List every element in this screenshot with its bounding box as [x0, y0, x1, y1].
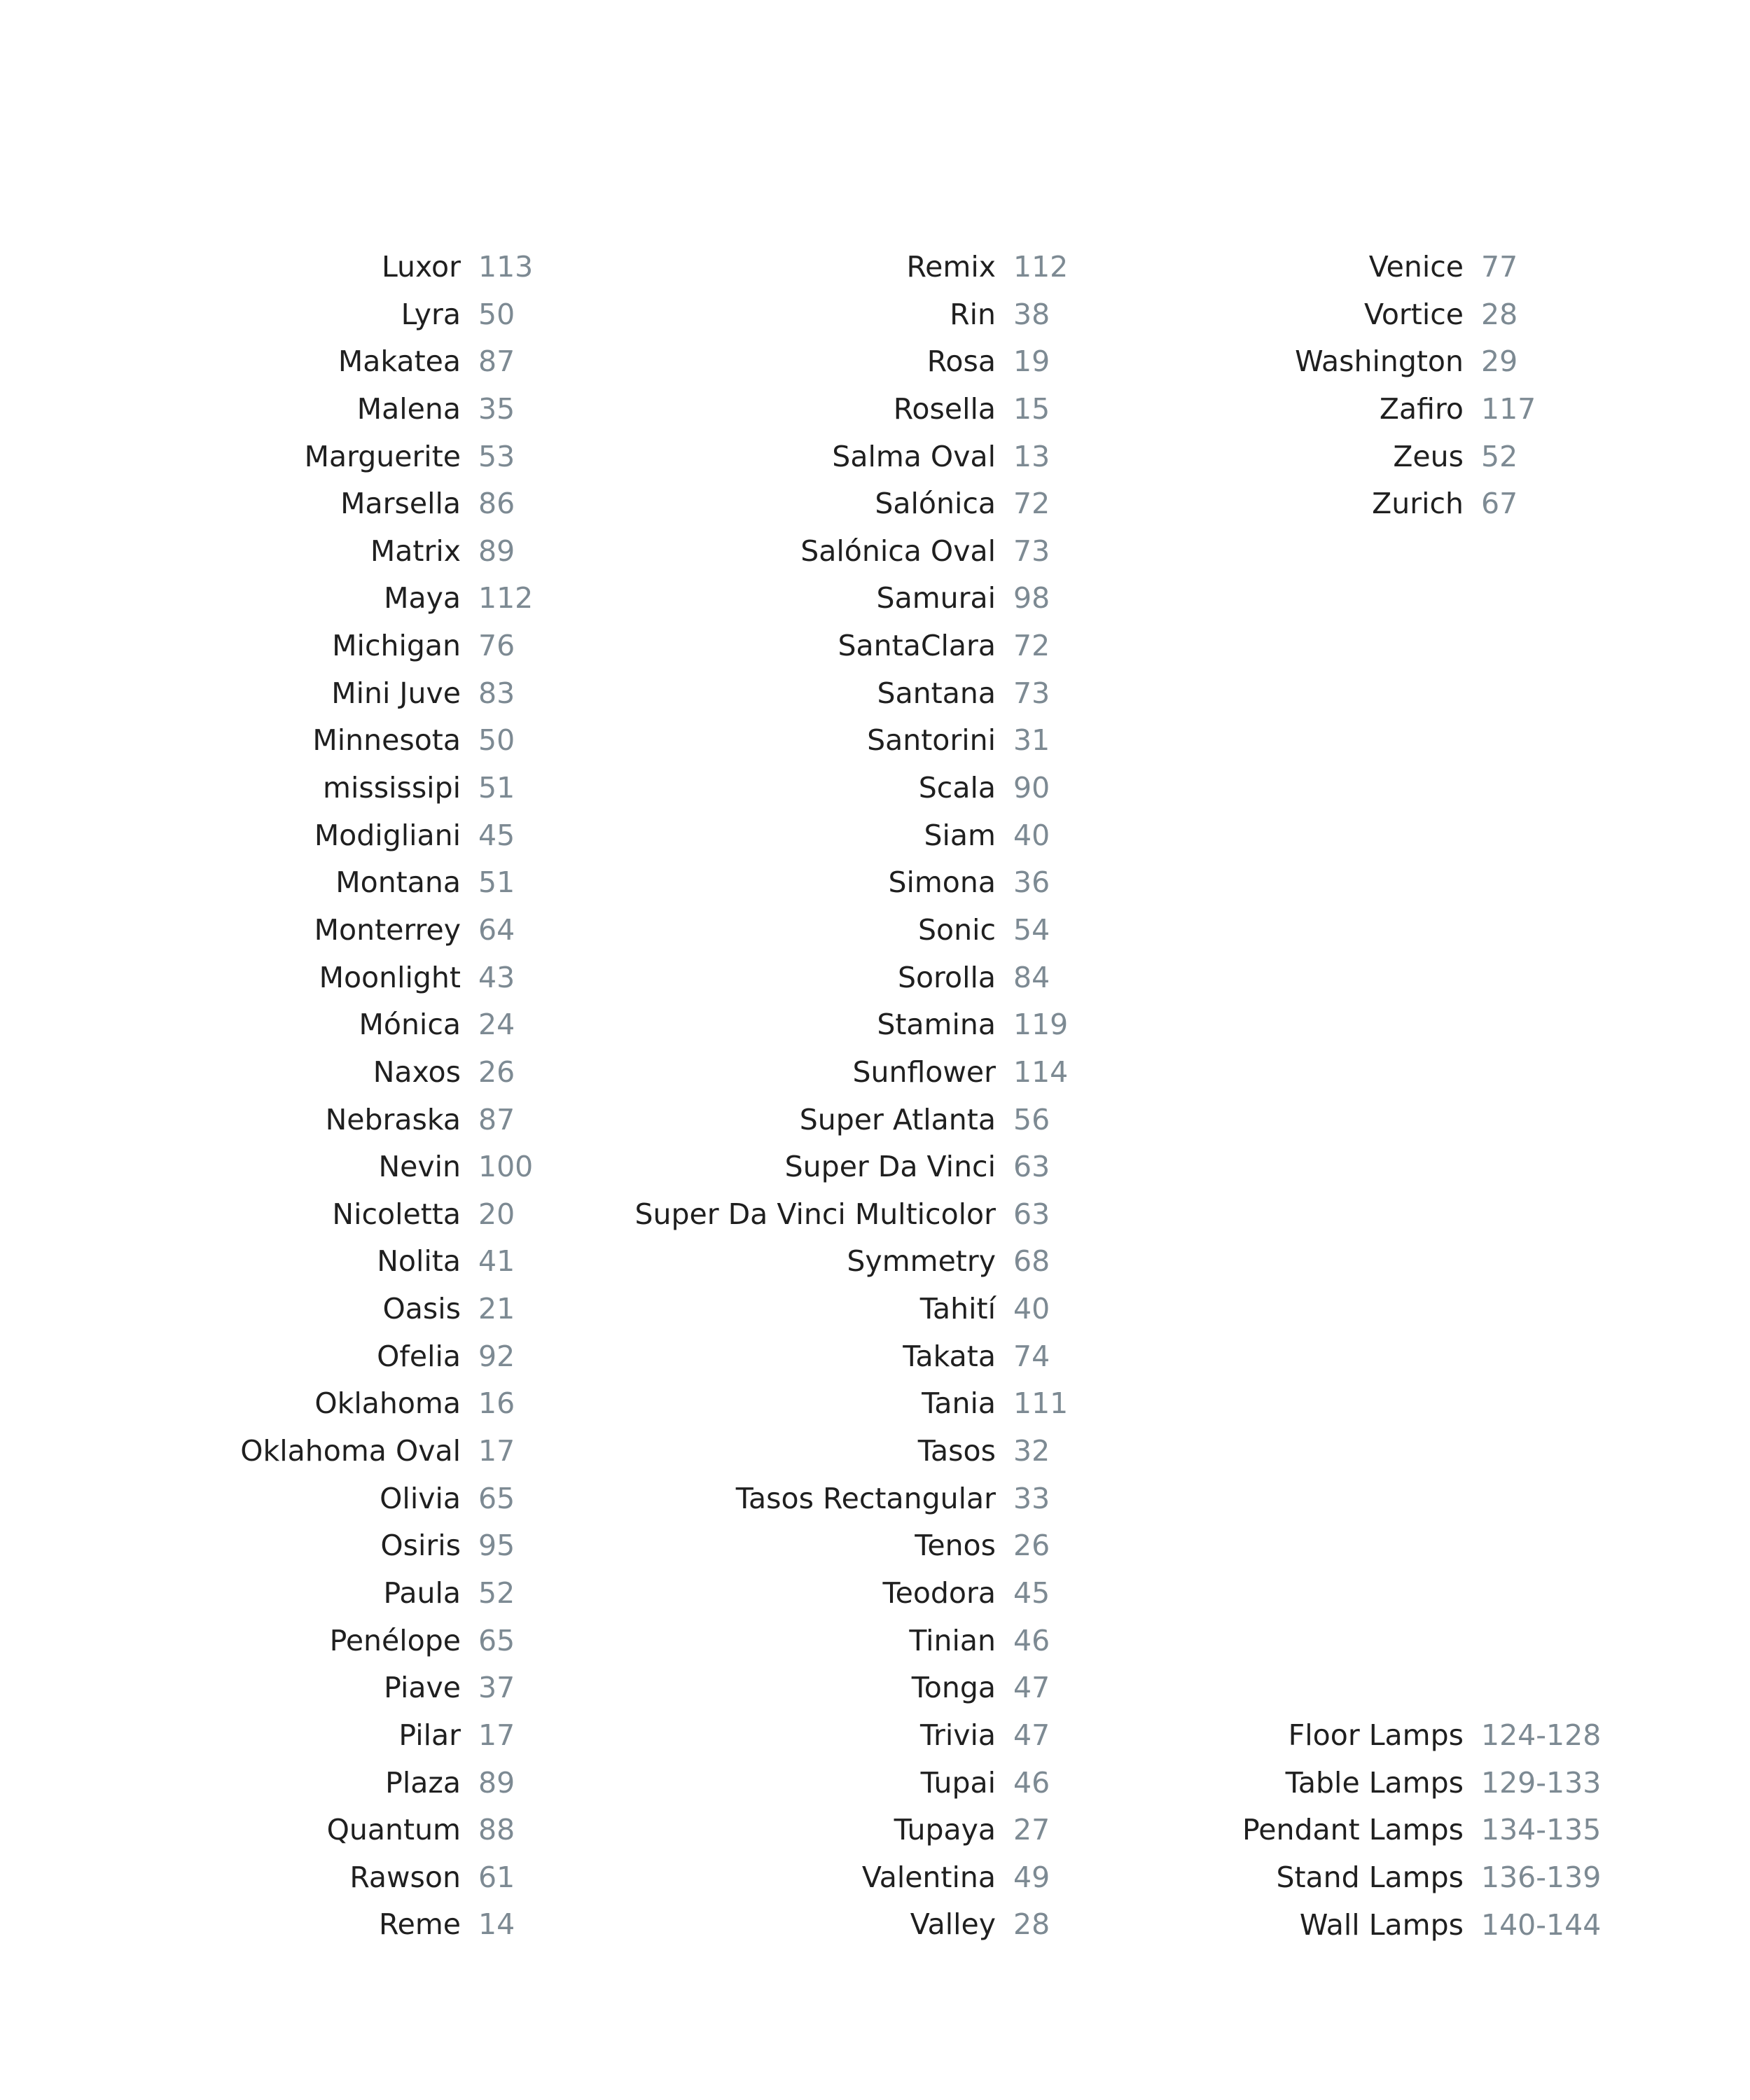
entry-page-number: 73	[1013, 676, 1050, 710]
entry-page-number: 114	[1013, 1055, 1069, 1089]
entry-page-number: 47	[1013, 1718, 1050, 1752]
entry-page-number: 26	[478, 1055, 515, 1089]
entry-page-number: 45	[1013, 1576, 1050, 1610]
entry-name: Moonlight	[319, 960, 461, 994]
entry-name: Rosa	[926, 345, 996, 379]
entry-page-number: 117	[1481, 391, 1536, 426]
entry-name: Oklahoma Oval	[240, 1434, 461, 1468]
entry-name: Ofelia	[377, 1339, 461, 1373]
entry-name: Malena	[356, 391, 461, 426]
entry-name: Sonic	[917, 912, 996, 947]
entry-page-number: 124-128	[1481, 1718, 1602, 1752]
entry-name: Rosella	[893, 391, 996, 426]
entry-name: Samurai	[876, 581, 996, 616]
entry-name: Zurich	[1372, 487, 1464, 521]
entry-name: Takata	[903, 1339, 996, 1373]
entry-page-number: 86	[478, 487, 515, 521]
entry-page-number: 43	[478, 960, 515, 994]
entry-page-number: 88	[478, 1813, 515, 1847]
entry-page-number: 61	[478, 1860, 515, 1894]
entry-page-number: 87	[478, 345, 515, 379]
entry-name: Washington	[1295, 345, 1464, 379]
entry-page-number: 38	[1013, 297, 1050, 331]
entry-name: Piave	[384, 1671, 461, 1705]
entry-name: Zeus	[1393, 439, 1464, 473]
entry-name: Scala	[918, 771, 996, 805]
entry-name: Tupaya	[894, 1813, 996, 1847]
entry-name: Siam	[924, 818, 996, 852]
entry-page-number: 63	[1013, 1197, 1050, 1231]
entry-name: Trivia	[919, 1718, 996, 1752]
entry-name: Table Lamps	[1285, 1765, 1464, 1800]
entry-name: Makatea	[338, 345, 461, 379]
entry-name: Simona	[888, 865, 996, 900]
entry-page-number: 112	[1013, 250, 1069, 284]
entry-page-number: 36	[1013, 865, 1050, 900]
entry-page-number: 51	[478, 771, 515, 805]
entry-page-number: 65	[478, 1481, 515, 1515]
entry-page-number: 100	[478, 1150, 534, 1184]
entry-name: Floor Lamps	[1288, 1718, 1464, 1752]
entry-page-number: 46	[1013, 1765, 1050, 1800]
entry-page-number: 20	[478, 1197, 515, 1231]
entry-page-number: 111	[1013, 1386, 1069, 1421]
entry-name: Oasis	[382, 1292, 461, 1326]
entry-page-number: 52	[478, 1576, 515, 1610]
entry-page-number: 19	[1013, 345, 1050, 379]
entry-name: Nevin	[378, 1150, 461, 1184]
entry-name: Tonga	[911, 1671, 996, 1705]
entry-name: Nebraska	[325, 1102, 461, 1136]
entry-page-number: 40	[1013, 818, 1050, 852]
entry-page-number: 65	[478, 1623, 515, 1657]
entry-name: Nolita	[377, 1244, 461, 1279]
entry-page-number: 73	[1013, 534, 1050, 568]
entry-page-number: 24	[478, 1008, 515, 1042]
entry-page-number: 140-144	[1481, 1907, 1602, 1942]
entry-page-number: 40	[1013, 1292, 1050, 1326]
entry-page-number: 13	[1013, 439, 1050, 473]
entry-page-number: 37	[478, 1671, 515, 1705]
entry-page-number: 50	[478, 297, 515, 331]
entry-name: Tasos	[917, 1434, 996, 1468]
entry-page-number: 29	[1481, 345, 1518, 379]
entry-name: Oklahoma	[314, 1386, 461, 1421]
entry-page-number: 63	[1013, 1150, 1050, 1184]
entry-page-number: 52	[1481, 439, 1518, 473]
entry-page-number: 87	[478, 1102, 515, 1136]
entry-name: Vortice	[1363, 297, 1464, 331]
entry-page-number: 72	[1013, 629, 1050, 663]
entry-page-number: 84	[1013, 960, 1050, 994]
entry-name: Valley	[910, 1907, 996, 1942]
entry-name: Tahití	[919, 1292, 996, 1326]
entry-name: Marsella	[340, 487, 461, 521]
entry-name: Teodora	[882, 1576, 996, 1610]
entry-name: Michigan	[332, 629, 461, 663]
entry-name: Symmetry	[847, 1244, 996, 1279]
entry-name: Sorolla	[897, 960, 996, 994]
entry-page-number: 33	[1013, 1481, 1050, 1515]
entry-name: Minnesota	[312, 723, 461, 758]
entry-name: Salónica	[875, 487, 996, 521]
entry-page-number: 119	[1013, 1008, 1069, 1042]
entry-page-number: 16	[478, 1386, 515, 1421]
entry-page-number: 32	[1013, 1434, 1050, 1468]
entry-page-number: 92	[478, 1339, 515, 1373]
entry-page-number: 35	[478, 391, 515, 426]
entry-name: Matrix	[370, 534, 461, 568]
entry-page-number: 41	[478, 1244, 515, 1279]
entry-page-number: 50	[478, 723, 515, 758]
entry-name: Stand Lamps	[1276, 1860, 1464, 1894]
entry-page-number: 98	[1013, 581, 1050, 616]
entry-page-number: 15	[1013, 391, 1050, 426]
entry-name: Venice	[1368, 250, 1464, 284]
entry-name: Tenos	[915, 1529, 996, 1563]
entry-page-number: 51	[478, 865, 515, 900]
entry-name: Pendant Lamps	[1242, 1813, 1464, 1847]
entry-name: Mini Juve	[331, 676, 461, 710]
entry-name: Zafiro	[1379, 391, 1464, 426]
entry-name: Penélope	[329, 1623, 461, 1657]
entry-name: Nicoletta	[332, 1197, 461, 1231]
entry-name: Valentina	[861, 1860, 996, 1894]
entry-page-number: 76	[478, 629, 515, 663]
entry-page-number: 72	[1013, 487, 1050, 521]
entry-name: Salónica Oval	[800, 534, 996, 568]
entry-page-number: 21	[478, 1292, 515, 1326]
entry-page-number: 56	[1013, 1102, 1050, 1136]
entry-page-number: 67	[1481, 487, 1518, 521]
entry-page-number: 134-135	[1481, 1813, 1602, 1847]
entry-name: Stamina	[877, 1008, 996, 1042]
entry-page-number: 47	[1013, 1671, 1050, 1705]
entry-page-number: 28	[1481, 297, 1518, 331]
entry-page-number: 14	[478, 1907, 515, 1942]
entry-page-number: 17	[478, 1434, 515, 1468]
entry-name: Rawson	[349, 1860, 461, 1894]
entry-page-number: 53	[478, 439, 515, 473]
entry-name: mississipi	[323, 771, 461, 805]
entry-name: Quantum	[326, 1813, 461, 1847]
entry-name: Modigliani	[314, 818, 461, 852]
entry-name: Tinian	[909, 1623, 996, 1657]
entry-page-number: 45	[478, 818, 515, 852]
entry-page-number: 17	[478, 1718, 515, 1752]
entry-page-number: 27	[1013, 1813, 1050, 1847]
entry-page-number: 54	[1013, 912, 1050, 947]
entry-name: Tania	[922, 1386, 996, 1421]
entry-page-number: 89	[478, 534, 515, 568]
entry-name: Plaza	[385, 1765, 461, 1800]
entry-page-number: 68	[1013, 1244, 1050, 1279]
entry-name: Marguerite	[304, 439, 461, 473]
entry-name: Rin	[950, 297, 996, 331]
entry-name: Maya	[384, 581, 461, 616]
entry-name: Wall Lamps	[1299, 1907, 1464, 1942]
entry-name: Santana	[877, 676, 996, 710]
entry-page-number: 89	[478, 1765, 515, 1800]
entry-name: Pilar	[398, 1718, 461, 1752]
entry-name: Tasos Rectangular	[735, 1481, 996, 1515]
entry-name: Super Da Vinci	[784, 1150, 996, 1184]
entry-name: Santorini	[867, 723, 996, 758]
entry-page-number: 136-139	[1481, 1860, 1602, 1894]
entry-page-number: 49	[1013, 1860, 1050, 1894]
entry-page-number: 46	[1013, 1623, 1050, 1657]
entry-name: Tupai	[920, 1765, 996, 1800]
entry-name: Olivia	[380, 1481, 461, 1515]
entry-name: Reme	[378, 1907, 461, 1942]
entry-page-number: 112	[478, 581, 534, 616]
entry-page-number: 31	[1013, 723, 1050, 758]
entry-name: Osiris	[380, 1529, 461, 1563]
entry-name: Monterrey	[314, 912, 461, 947]
entry-page-number: 129-133	[1481, 1765, 1602, 1800]
entry-page-number: 77	[1481, 250, 1518, 284]
entry-page-number: 113	[478, 250, 534, 284]
entry-name: Mónica	[359, 1008, 461, 1042]
entry-name: Naxos	[373, 1055, 461, 1089]
entry-page-number: 83	[478, 676, 515, 710]
entry-name: Remix	[906, 250, 996, 284]
entry-name: Salma Oval	[832, 439, 996, 473]
entry-page-number: 64	[478, 912, 515, 947]
entry-name: Montana	[335, 865, 461, 900]
entry-name: Lyra	[401, 297, 461, 331]
entry-page-number: 28	[1013, 1907, 1050, 1942]
entry-name: Luxor	[381, 250, 461, 284]
entry-page-number: 74	[1013, 1339, 1050, 1373]
entry-page-number: 26	[1013, 1529, 1050, 1563]
entry-name: Paula	[383, 1576, 461, 1610]
entry-name: Super Atlanta	[799, 1102, 996, 1136]
entry-name: SantaClara	[838, 629, 996, 663]
entry-name: Super Da Vinci Multicolor	[634, 1197, 996, 1231]
entry-name: Sunflower	[852, 1055, 996, 1089]
entry-page-number: 95	[478, 1529, 515, 1563]
entry-page-number: 90	[1013, 771, 1050, 805]
